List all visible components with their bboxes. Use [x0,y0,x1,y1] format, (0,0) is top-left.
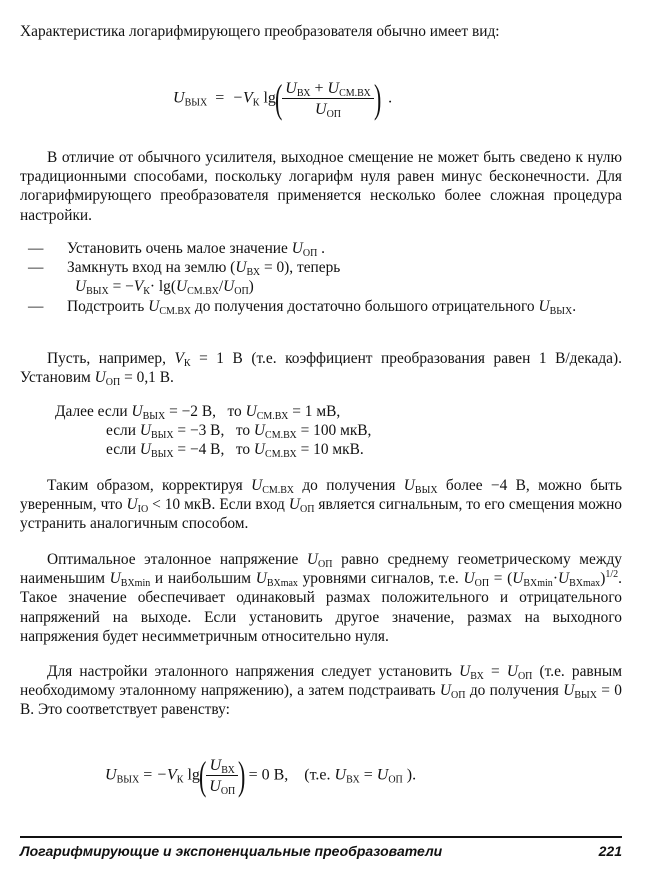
running-footer-title: Логарифмирующие и экспоненциальные преобразователи [20,843,443,859]
paragraph-example: Пусть, например, $V_К = 1$ В (т.е. коэффициент преобразования равен 1 В/декада). Установим $U_{ОП} = 0,1$ В. [20,350,622,389]
formula-log-characteristic: $U_{ВЫХ} = -V_К$ lg( $\frac{U_{ВХ} + U_{СМ.ВХ}}{U_{ОП}}$ ) . [173,76,393,121]
footer-divider [20,836,622,838]
paragraph-offset: В отличие от обычного усилителя, выходное смещение не может быть сведено к нулю традиционными способами, поскольку логарифм нуля равен минус бесконечности. Для логарифмирующего преобразователя применяется несколько более сложная процедура настройки. [20,149,622,224]
list-item: — Установить очень малое значение $U_{ОП}$ . [28,240,326,259]
page-number: 221 [598,843,622,859]
formula-balance: $U_{ВЫХ} = -V_К$ lg( $\frac{U_{ВХ}}{U_{ОП}}$ ) = 0 В, (т.е. $U_{ВХ} = U_{ОП}$ ). [105,753,417,798]
paragraph-setup: Для настройки эталонного напряжения следует установить $U_{ВХ} = U_{ОП}$ (т.е. равным необходимому эталонному напряжению), а затем подстраивать $U_{ОП}$ до получения $U_{ВЫХ} = 0$ В. Это соответствует равенству: [20,663,622,719]
list-item: — Подстроить $U_{СМ.ВХ}$ до получения достаточно большого отрицательного $U_{ВЫХ}$. [28,297,577,317]
condition-row: если $U_{ВЫХ} = -4$ В, то $U_{СМ.ВХ} = 10$ мкВ. [106,441,364,460]
condition-row: Далее если $U_{ВЫХ} = -2$ В, то $U_{СМ.ВХ} = 1$ мВ, [55,403,341,422]
paragraph-reference-voltage: Оптимальное эталонное напряжение $U_{ОП}$ равно среднему геометрическому между наименьшим $U_{BXmin}$ и наибольшим $U_{BXmax}$ уровнями сигналов, т.е. $U_{ОП} = (U_{BXmin}\cdot U_{BXmax})^{1/2}$. Такое значение обеспечивает одинаковый размах положительного и отрицательного напряжений на выходе. Если установить другое значение, размах на выходного напряжения будет несимметричным относительно нуля. [20,551,622,645]
intro-paragraph: Характеристика логарифмирующего преобразователя обычно имеет вид: [20,23,500,40]
list-item: — Замкнуть вход на землю $(U_{ВХ} = 0)$, теперь $U_{ВЫХ} = -V_К\cdot \lg(U_{СМ.ВХ}/U_{ОП})$ [28,259,341,298]
paragraph-conclusion: Таким образом, корректируя $U_{СМ.ВХ}$ до получения $U_{ВЫХ}$ более −4 В, можно быть уверенным, что $U_{IO} < 10$ мкВ. Если вход $U_{ОП}$ является сигнальным, то его смещения можно устранить аналогичным способом. [20,477,623,533]
condition-row: если $U_{ВЫХ} = -3$ В, то $U_{СМ.ВХ} = 100$ мкВ, [106,422,372,441]
procedure-list [20,239,622,316]
